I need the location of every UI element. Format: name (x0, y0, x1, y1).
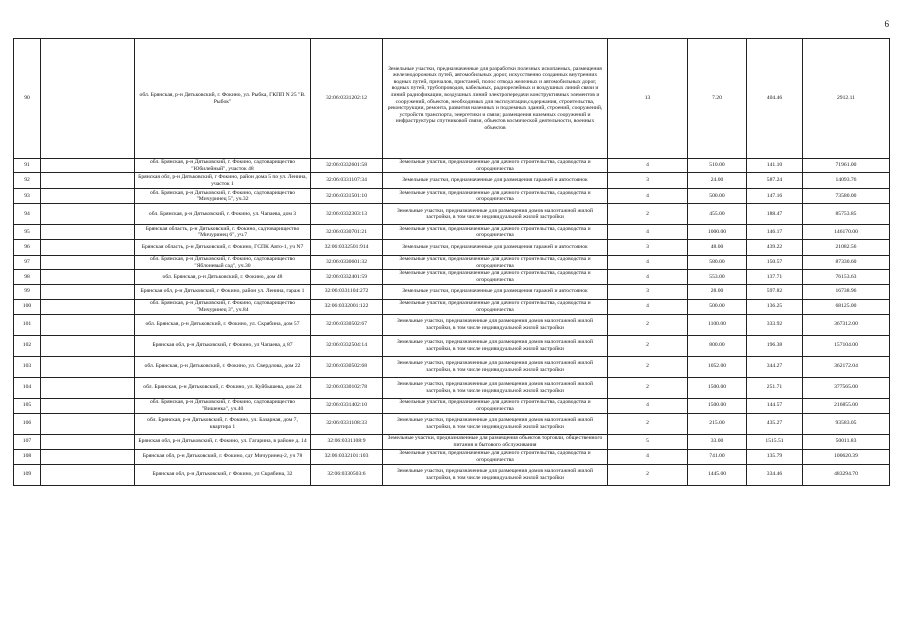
address-cell: обл. Брянская, р-н Дятьковский, г. Фокино, ул. Базарная, дом 7, квартира 1 (135, 413, 311, 434)
empty-cell (41, 398, 135, 413)
use-code: 2 (608, 413, 688, 434)
cadastral-number: 32:06:0330102:78 (311, 377, 383, 398)
rate-value: 196.38 (747, 335, 803, 356)
table-row (14, 240, 890, 256)
land-use: Земельные участки, предназначенные для размещения домов малоэтажной жилой застройки, в том числе индивидуальной жилой застройки (383, 314, 608, 335)
land-use: Земельные участки, предназначенные для дачного строительства, садоводства и огородничества (383, 270, 608, 284)
land-use: Земельные участки, предназначенные для размещения гаражей и автостоянок (383, 284, 608, 299)
row-number: 101 (14, 314, 41, 335)
use-code: 4 (608, 256, 688, 270)
cadastral-number: 32:06:0332504:14 (311, 335, 383, 356)
empty-cell (41, 356, 135, 377)
row-number: 91 (14, 159, 41, 173)
address-cell: обл. Брянская, р-н Дятьковский, г. Фокино, садтоварищество "Юбилейный", участок 48 (135, 159, 311, 173)
empty-cell (41, 270, 135, 284)
area-value: 1500.00 (688, 377, 747, 398)
row-number: 94 (14, 204, 41, 225)
rate-value: 333.92 (747, 314, 803, 335)
cadastral-number: 32:06:0332601:58 (311, 159, 383, 173)
table-row (14, 39, 890, 159)
row-number: 99 (14, 284, 41, 299)
empty-cell (41, 159, 135, 173)
land-use: Земельные участки, предназначенные для размещения домов малоэтажной жилой застройки, в том числе индивидуальной жилой застройки (383, 464, 608, 485)
table-row (14, 398, 890, 413)
empty-cell (41, 225, 135, 240)
table-row (14, 173, 890, 189)
address-cell: Брянская область, р-н Дятьковский, г. Фокино, садтоварищество "Мичуринец 6", уч.7 (135, 225, 311, 240)
empty-cell (41, 256, 135, 270)
area-value: 1000.00 (688, 225, 747, 240)
cadastral-number: 32:06:0332401:59 (311, 270, 383, 284)
table-row (14, 159, 890, 173)
page-number: 6 (884, 19, 889, 29)
land-use: Земельные участки, предназначенные для размещения домов малоэтажной жилой застройки, в том числе индивидуальной жилой застройки (383, 377, 608, 398)
cadastral-number: 32:06:0332001:122 (311, 299, 383, 314)
address-cell: Брянская обл, р-н Дятьковский, г Фокино, ул Скрябина, 32 (135, 464, 311, 485)
empty-cell (41, 189, 135, 204)
land-use: Земельные участки, предназначенные для размещения гаражей и автостоянок (383, 173, 608, 189)
address-cell: обл. Брянская, р-н Дятьковский, г. Фокино, дом 48 (135, 270, 311, 284)
table-row (14, 335, 890, 356)
cadastral-cost: 16738.96 (803, 284, 890, 299)
row-number: 102 (14, 335, 41, 356)
land-use: Земельные участки, предназначенные для дачного строительства, садоводства и огородничества (383, 256, 608, 270)
rate-value: 144.57 (747, 398, 803, 413)
cadastral-number: 32:06:0332501:914 (311, 240, 383, 256)
land-use: Земельные участки, предназначенные для дачного строительства, садоводства и огородничества (383, 299, 608, 314)
table-row (14, 377, 890, 398)
rate-value: 188.47 (747, 204, 803, 225)
empty-cell (41, 299, 135, 314)
cadastral-number: 32:06:0330601:32 (311, 256, 383, 270)
use-code: 4 (608, 159, 688, 173)
use-code: 3 (608, 284, 688, 299)
area-value: 553.00 (688, 270, 747, 284)
area-value: 580.00 (688, 256, 747, 270)
area-value: 741.00 (688, 449, 747, 464)
use-code: 2 (608, 356, 688, 377)
use-code: 13 (608, 39, 688, 159)
cadastral-number: 32:06:0332303:13 (311, 204, 383, 225)
area-value: 1052.00 (688, 356, 747, 377)
land-use: Земельные участки, предназначенные для разработки полезных ископаемых, размещения железнодорожных путей, автомобильных дорог, искусственно созданных внутренних водных путей, причалов, пристаней, полос отвода железных и автомобильных дорог, водных путей, трубопроводов, кабельных, радиорелейных и воздушных линий связи и линий радиофикации, воздушных линий электропередачи конструктивных элементов и сооружений, объектов, необходимых для эксплуатации,содержания, строительства, реконструкции, ремонта, развития наземных и подземных зданий, строений, сооружений, устройств транспорта, энергетики и связи; размещения наземных сооружений и инфраструктуры спутниковой связи, объектов космической деятельности, военных объектов (383, 39, 608, 159)
table-row (14, 189, 890, 204)
rate-value: 344.27 (747, 356, 803, 377)
land-use: Земельные участки, предназначенные для размещения домов малоэтажной жилой застройки, в том числе индивидуальной жилой застройки (383, 413, 608, 434)
empty-cell (41, 449, 135, 464)
row-number: 96 (14, 240, 41, 256)
cadastral-cost: 21082.56 (803, 240, 890, 256)
area-value: 215.00 (688, 413, 747, 434)
cadastral-number: 32:06:0331202:12 (311, 39, 383, 159)
use-code: 4 (608, 449, 688, 464)
rate-value: 404.46 (747, 39, 803, 159)
use-code: 5 (608, 434, 688, 449)
cadastral-cost: 76153.63 (803, 270, 890, 284)
row-number: 109 (14, 464, 41, 485)
address-cell: Брянская область, р-н Дятьковский, г. Фокино, ГСПК Авто-1, уч N7 (135, 240, 311, 256)
rate-value: 135.79 (747, 449, 803, 464)
address-cell: обл. Брянская, р-н Дятьковский, г. Фокино, садтоварищество "Яблоневый сад", уч.30 (135, 256, 311, 270)
table-row (14, 356, 890, 377)
area-value: 24.00 (688, 173, 747, 189)
use-code: 2 (608, 314, 688, 335)
table-row (14, 225, 890, 240)
empty-cell (41, 434, 135, 449)
land-use: Земельные участки, предназначенные для дачного строительства, садоводства и огородничества (383, 159, 608, 173)
cadastral-cost: 14093.76 (803, 173, 890, 189)
land-use: Земельные участки, предназначенные для размещения домов малоэтажной жилой застройки, в том числе индивидуальной жилой застройки (383, 204, 608, 225)
row-number: 104 (14, 377, 41, 398)
table-row (14, 413, 890, 434)
cadastral-number: 32:06:0330502:67 (311, 314, 383, 335)
empty-cell (41, 314, 135, 335)
use-code: 4 (608, 270, 688, 284)
cadastral-number: 32:06:0331108:33 (311, 413, 383, 434)
area-value: 510.00 (688, 159, 747, 173)
rate-value: 141.10 (747, 159, 803, 173)
use-code: 3 (608, 240, 688, 256)
row-number: 105 (14, 398, 41, 413)
cadastral-cost: 157104.00 (803, 335, 890, 356)
cadastral-cost: 73580.00 (803, 189, 890, 204)
land-use: Земельные участки, предназначенные для дачного строительства, садоводства и огородничества (383, 225, 608, 240)
cadastral-cost: 100620.39 (803, 449, 890, 464)
rate-value: 251.71 (747, 377, 803, 398)
cadastral-cost: 85753.85 (803, 204, 890, 225)
address-cell: обл. Брянская, р-н Дятьковский, г. Фокино, ул. Чапаева, дом 3 (135, 204, 311, 225)
address-cell: обл. Брянская, р-н Дятьковский, г. Фокино, ул. Куйбышева, дом 24 (135, 377, 311, 398)
cadastral-cost: 93583.05 (803, 413, 890, 434)
table-row (14, 204, 890, 225)
area-value: 800.00 (688, 335, 747, 356)
area-value: 33.00 (688, 434, 747, 449)
row-number: 90 (14, 39, 41, 159)
rate-value: 146.17 (747, 225, 803, 240)
rate-value: 597.82 (747, 284, 803, 299)
cadastral-cost: 50011.83 (803, 434, 890, 449)
rate-value: 136.25 (747, 299, 803, 314)
cadastral-cost: 377565.00 (803, 377, 890, 398)
row-number: 107 (14, 434, 41, 449)
address-cell: Брянская обл, р-н Дятьковский, г. Фокино, ул. Гагарина, в районе д. 14 (135, 434, 311, 449)
cadastral-number: 32:06:0332101:103 (311, 449, 383, 464)
address-cell: обл. Брянская, р-н Дятьковский, г. Фокино, ул. Свердлова, дом 22 (135, 356, 311, 377)
table-row (14, 464, 890, 485)
cadastral-number: 32:06:0331104:272 (311, 284, 383, 299)
cadastral-cost: 68125.00 (803, 299, 890, 314)
use-code: 4 (608, 299, 688, 314)
address-cell: обл. Брянская, р-н Дятьковский, г. Фокино, ул. Рыбка, ГКПП N 25 "В. Рыбок" (135, 39, 311, 159)
area-value: 48.00 (688, 240, 747, 256)
rate-value: 435.27 (747, 413, 803, 434)
address-cell: обл. Брянская, р-н Дятьковский, г. Фокино, садтоварищество "Мичуринец 5", уч.32 (135, 189, 311, 204)
empty-cell (41, 413, 135, 434)
rate-value: 587.24 (747, 173, 803, 189)
area-value: 1100.00 (688, 314, 747, 335)
area-value: 500.00 (688, 189, 747, 204)
empty-cell (41, 204, 135, 225)
rate-value: 1515.51 (747, 434, 803, 449)
land-use: Земельные участки, предназначенные для размещения гаражей и автостоянок (383, 240, 608, 256)
empty-cell (41, 335, 135, 356)
empty-cell (41, 39, 135, 159)
area-value: 500.00 (688, 299, 747, 314)
empty-cell (41, 284, 135, 299)
cadastral-number: 32:06:0331108:9 (311, 434, 383, 449)
address-cell: Брянская обл, р-н Дятьковский, г. Фокино, сдт Мичуринец-2, уч 78 (135, 449, 311, 464)
cadastral-cost: 87330.60 (803, 256, 890, 270)
cadastral-number: 32:06:0330503:6 (311, 464, 383, 485)
row-number: 97 (14, 256, 41, 270)
use-code: 3 (608, 173, 688, 189)
use-code: 4 (608, 398, 688, 413)
row-number: 98 (14, 270, 41, 284)
cadastral-number: 32:06:0331107:34 (311, 173, 383, 189)
table-row (14, 314, 890, 335)
address-cell: Брянская обл, р-н Дятьковский, г Фокино, район ул. Ленина, гараж 1 (135, 284, 311, 299)
cadastral-cost: 362172.04 (803, 356, 890, 377)
row-number: 100 (14, 299, 41, 314)
cadastral-number: 32:06:0330701:21 (311, 225, 383, 240)
cadastral-cost: 2912.11 (803, 39, 890, 159)
land-use: Земельные участки, предназначенные для размещения объектов торговли, общественного питания и бытового обслуживания (383, 434, 608, 449)
area-value: 7.20 (688, 39, 747, 159)
address-cell: Брянская обл, р-н Дятьковский, г Фокино, район дома 5 по ул. Ленина, участок 1 (135, 173, 311, 189)
empty-cell (41, 377, 135, 398)
table-row (14, 434, 890, 449)
row-number: 95 (14, 225, 41, 240)
use-code: 2 (608, 464, 688, 485)
row-number: 108 (14, 449, 41, 464)
table-row (14, 449, 890, 464)
empty-cell (41, 173, 135, 189)
row-number: 93 (14, 189, 41, 204)
land-use: Земельные участки, предназначенные для размещения домов малоэтажной жилой застройки, в том числе индивидуальной жилой застройки (383, 335, 608, 356)
cadastral-number: 32:06:0330502:68 (311, 356, 383, 377)
table-row (14, 256, 890, 270)
rate-value: 150.57 (747, 256, 803, 270)
address-cell: обл. Брянская, р-н Дятьковский, г. Фокино, садтоварищество "Вишенка", уч.40 (135, 398, 311, 413)
rate-value: 334.46 (747, 464, 803, 485)
rate-value: 137.71 (747, 270, 803, 284)
cadastral-number: 32:06:0331501:10 (311, 189, 383, 204)
use-code: 2 (608, 377, 688, 398)
cadastral-cost: 216855.00 (803, 398, 890, 413)
use-code: 2 (608, 335, 688, 356)
cadastral-cost: 367312.00 (803, 314, 890, 335)
address-cell: обл. Брянская, р-н Дятьковский, г. Фокино, ул. Скрябина, дом 57 (135, 314, 311, 335)
cadastral-number: 32:06:0331402:10 (311, 398, 383, 413)
rate-value: 147.16 (747, 189, 803, 204)
table-body (14, 39, 890, 486)
row-number: 92 (14, 173, 41, 189)
area-value: 455.00 (688, 204, 747, 225)
land-use: Земельные участки, предназначенные для дачного строительства, садоводства и огородничества (383, 398, 608, 413)
empty-cell (41, 464, 135, 485)
cadastral-cost: 146170.00 (803, 225, 890, 240)
area-value: 1500.00 (688, 398, 747, 413)
land-use: Земельные участки, предназначенные для дачного строительства, садоводства и огородничества (383, 449, 608, 464)
cadastral-cost: 483294.70 (803, 464, 890, 485)
use-code: 4 (608, 189, 688, 204)
land-use: Земельные участки, предназначенные для размещения домов малоэтажной жилой застройки, в том числе индивидуальной жилой застройки (383, 356, 608, 377)
area-value: 28.00 (688, 284, 747, 299)
use-code: 4 (608, 225, 688, 240)
row-number: 103 (14, 356, 41, 377)
address-cell: обл. Брянская, р-н Дятьковский, г. Фокино, садтоварищество "Мичуринец 3", уч.84 (135, 299, 311, 314)
cadastral-cost: 71961.00 (803, 159, 890, 173)
rate-value: 439.22 (747, 240, 803, 256)
row-number: 106 (14, 413, 41, 434)
land-use: Земельные участки, предназначенные для дачного строительства, садоводства и огородничества (383, 189, 608, 204)
empty-cell (41, 240, 135, 256)
area-value: 1445.00 (688, 464, 747, 485)
table-row (14, 299, 890, 314)
land-registry-table (13, 38, 890, 486)
address-cell: Брянская обл, р-н Дятьковский, г Фокино, ул Чапаева, д 87 (135, 335, 311, 356)
table-row (14, 284, 890, 299)
table-row (14, 270, 890, 284)
use-code: 2 (608, 204, 688, 225)
